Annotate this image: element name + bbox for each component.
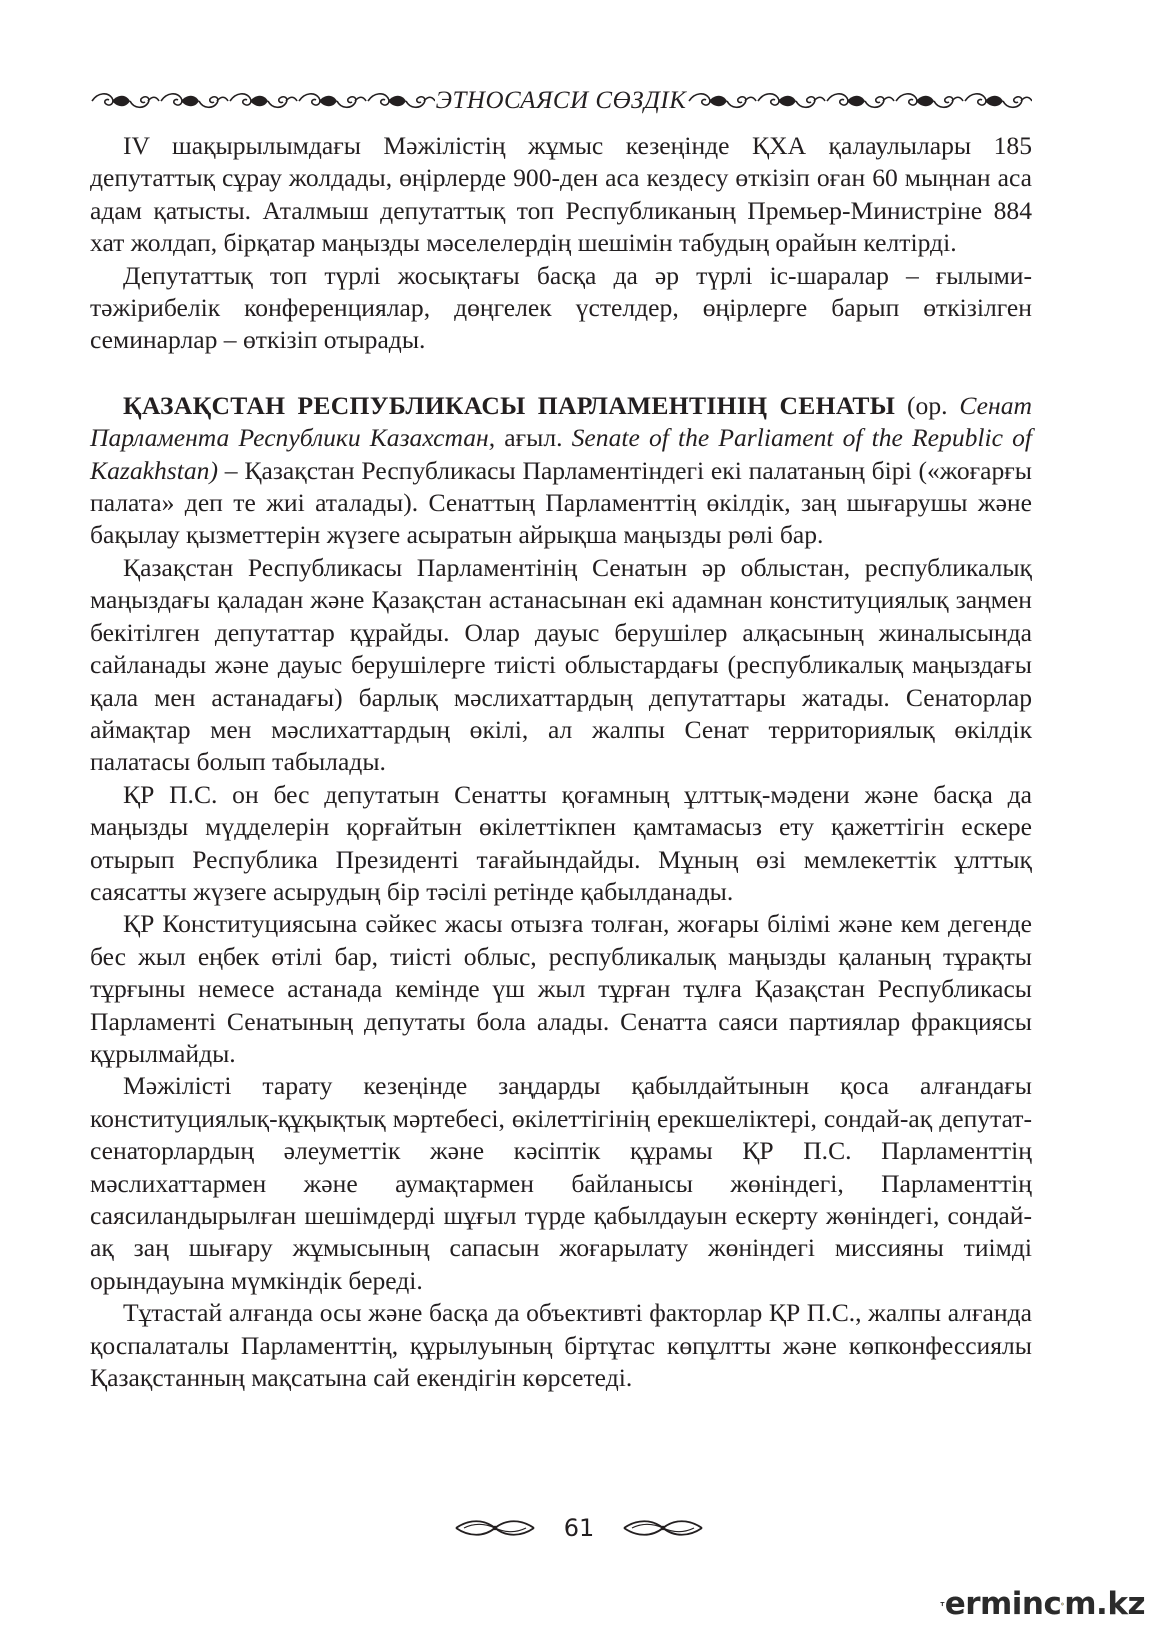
- running-head-title: ЭТНОСАЯСИ СӨЗДІК: [435, 87, 687, 114]
- page-number: 61: [563, 1514, 595, 1542]
- entry-russian-label: (ор.: [907, 390, 948, 420]
- entry-headword: ҚАЗАҚСТАН РЕСПУБЛИКАСЫ ПАРЛАМЕНТІНІҢ СЕНАТЫ: [123, 390, 896, 420]
- entry-russian-term: Сенат Парламента Республики Казахстан,: [90, 390, 1032, 453]
- dictionary-entry: [90, 390, 1032, 552]
- paragraph-senate-composition: Қазақстан Республикасы Парламентінің Сенатын әр облыстан, республикалық маңыздағы қаладан және Қазақстан астанасынан екі адамнан конституциялық заңмен бекітілген депутаттар құрайды. Олар дауыс берушілер алқасының жиналысында сайланады және дауыс берушілерге тиісті облыстардағы (республикалық маңыздағы қала мен астанадағы) барлық мәслихаттардың депутаттары жатады. Сенаторлар аймақтар мен мәслихаттардың өкілі, ал жалпы Сенат территориялық өкілдік палатасы болып табылады.: [90, 552, 1032, 777]
- entry-definition: – Қазақстан Республикасы Парламентіндегі екі палатаның бірі («жоғарғы палата» деп те жиі аталады). Сенаттың Парламенттің өкілдік, заң шығарушы және бақылау қызметтерін жүзеге асыратын айрықша маңызды рөлі бар.: [90, 455, 1032, 550]
- running-head-right-ornament-icon: [687, 90, 1032, 112]
- watermark-text-c: c: [1043, 1586, 1062, 1622]
- paragraph-eligibility: ҚР Конституциясына сәйкес жасы отызға толған, жоғары білімі және кем дегенде бес жыл еңбек өтілі бар, тиісті облыс, республикалық маңызды қаланың тұрақты тұрғыны немесе астанада кемінде үш жыл тұрған тұлға Қазақстан Республикасы Парламенті Сенатының депутаты бола алады. Сенатта саяси партиялар фракциясы құрылмайды.: [90, 909, 1032, 1068]
- paragraph-deputies-events: Депутаттық топ түрлі жосықтағы басқа да әр түрлі іс-шаралар – ғылыми-тәжірибелік конференциялар, дөңгелек үстелдер, өңірлерге барып өткізілген семинарлар – өткізіп отырады.: [90, 260, 1032, 355]
- watermark-text-ermin: ermin: [944, 1586, 1044, 1622]
- paragraph-conclusion: Тұтастай алғанда осы және басқа да объективті факторлар ҚР П.С., жалпы алғанда қоспалаталы Парламенттің, құрылуының біртұтас көпұлтты және көпконфессиялы Қазақстанның мақсатына сай екендігін көрсетеді.: [90, 1298, 1032, 1393]
- entry-spacer: [90, 357, 1032, 390]
- entry-english-label: ағыл.: [504, 423, 563, 453]
- watermark-text-domain: m.kz: [1064, 1586, 1145, 1622]
- running-head: [90, 86, 1032, 116]
- paragraph-deputies-activity: IV шақырылымдағы Мәжілістің жұмыс кезеңінде ҚХА қалаулылары 185 депутаттық сұрау жолдады, өңірлерде 900-ден аса кездесу өткізіп оған 60 мыңнан аса адам қатысты. Аталмыш депутаттық топ Республиканың Премьер-Министріне 884 хат жолдап, бірқатар маңызды мәселелердің шешімін табудың орайын келтірді.: [90, 131, 1032, 258]
- footer-left-flourish-icon: [454, 1517, 536, 1539]
- paragraph-senate-mission: Мәжілісті тарату кезеңінде заңдарды қабылдайтынын қоса алғандағы конституциялық-құқықтық мәртебесі, өкілеттігінің ерекшеліктері, сондай-ақ депутат-сенаторлардың әлеуметтік және кәсіптік құрамы ҚР П.С. Парламенттің мәслихаттармен және аумақтармен байланысы жөніндегі, Парламенттің саясиландырылған шешімдерді шұғыл түрде қабылдауын ескерту жөніндегі, сондай-ақ заң шығару жұмысының сапасын жоғарылату жөніндегі миссияны тиімді орындауына мүмкіндік береді.: [90, 1071, 1032, 1295]
- site-watermark: [940, 1584, 1145, 1624]
- page-body: [90, 130, 1032, 1394]
- page-footer: [0, 1510, 1158, 1546]
- running-head-left-ornament-icon: [90, 90, 435, 112]
- entry-english-term: Senate of the Parliament of the Republic of Kazakhstan): [90, 423, 1033, 485]
- paragraph-appointed-deputies: ҚР П.С. он бес депутатын Сенатты қоғамның ұлттық-мәдени және басқа да маңызды мүдделерін қорғайтын өкілеттікпен қамтамасыз ету қажеттігін ескере отырып Республика Президенті тағайындайды. Мұның өзі мемлекеттік ұлттық саясатты жүзеге асырудың бір тәсілі ретінде қабылданады.: [90, 779, 1032, 906]
- footer-right-flourish-icon: [622, 1517, 704, 1539]
